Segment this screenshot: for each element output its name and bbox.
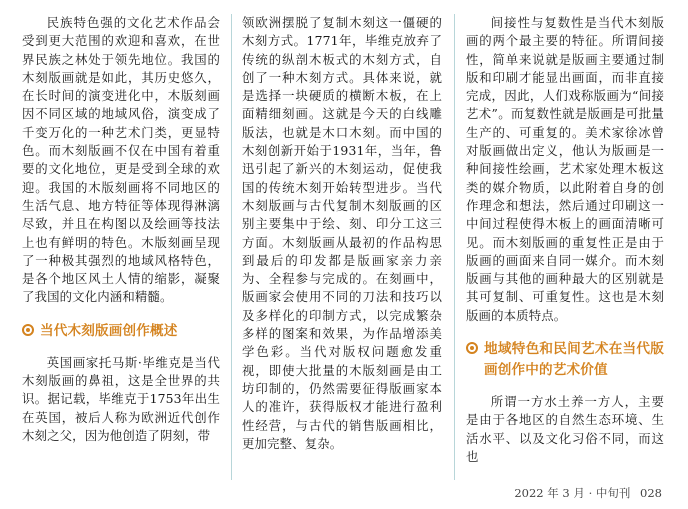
page-number: 028 xyxy=(640,486,662,500)
section-heading xyxy=(466,339,664,381)
page-footer xyxy=(514,485,662,501)
target-circle-icon xyxy=(22,324,34,336)
paragraph: 英国画家托马斯·毕维克是当代木刻版画的鼻祖，这是全世界的共识。据记载，毕维克于1753年出生在英国，被后人称为欧洲近代创作木刻之父，因为他创造了阴刻，带 xyxy=(22,354,220,443)
issue-date: 2022 年 3 月 · 中旬刊 xyxy=(514,486,631,500)
section-heading-text: 地域特色和民间艺术在当代版画创作中的艺术价值 xyxy=(484,341,664,379)
column-divider xyxy=(454,14,455,480)
target-circle-icon xyxy=(466,342,478,354)
column-divider xyxy=(231,14,232,480)
paragraph: 民族特色强的文化艺术作品会受到更大范围的欢迎和喜欢，在世界民族之林处于领先地位。我国的木刻版画就是如此，其历史悠久，在长时间的演变进化中，木版刻画因不同区域的地域风俗，演变成了千变万化的一种艺术门类，更显特色。而木刻版画不仅在中国有着重要的文化地位，更是受到全球的欢迎。我国的木版刻画将不同地区的生活气息、地方特征等体现得淋漓尽致，并且在构图以及绘画等技法上也有鲜明的特色。木版刻画呈现了一种极其强烈的地域风格特色，是各个地区风土人情的缩影，凝聚了我国的文化内涵和精髓。 xyxy=(22,15,220,305)
paragraph: 所谓一方水土养一方人，主要是由于各地区的自然生态环境、生活水平、以及文化习俗不同，而这也 xyxy=(466,394,664,464)
article-column-2 xyxy=(242,14,442,453)
paragraph: 领欧洲摆脱了复制木刻这一僵硬的木刻方式。1771年，毕维克放弃了传统的纵剖木板式的木刻方式，自创了一种木刻方式。具体来说，就是选择一块硬质的横断木板，在上面精细刻画。这就是今天的白线雕版法，也就是木口木刻。而中国的木刻创新开始于1931年，当年，鲁迅引起了新兴的木刻运动，促使我国的传统木刻开始转型进步。当代木刻版画与古代复制木刻版画的区别主要集中于绘、刻、印分工这三方面。木刻版画从最初的作品构思到最后的印发都是版画家亲力亲为、全程参与完成的。在刻画中，版画家会使用不同的刀法和技巧以及多样化的印制方式，以完成繁杂多样的图案和效果，为作品增添美学色彩。当代对版权问题愈发重视，即使大批量的木版刻画是由工坊印制的，仍然需要征得版画家本人的准许，获得版权才能进行盈利性经营，与古代的销售版画相比，更加完整、复杂。 xyxy=(242,15,442,451)
section-heading-text: 当代木刻版画创作概述 xyxy=(40,322,178,339)
paragraph: 间接性与复数性是当代木刻版画的两个最主要的特征。所谓间接性，简单来说就是版画主要通过制版和印刷才能显出画面，而非直接完成，因此，人们戏称版画为“间接艺术”。而复数性就是版画是可批量生产的、可重复的。美术家徐冰曾对版画做出定义，他认为版画是一种间接性绘画，艺术家处理木板这类的媒介物质，以此附着自身的创作理念和想法，然后通过印刷这一中间过程使得木板上的画面清晰可见。而木刻版画的重复性正是由于版画的画面来自同一媒介。而木刻版画与其他的画种最大的区别就是其可复制、可重复性。这也是木刻版画的本质特点。 xyxy=(466,15,664,323)
section-heading xyxy=(22,321,220,342)
article-column-3 xyxy=(466,14,664,466)
article-column-1 xyxy=(22,14,220,445)
